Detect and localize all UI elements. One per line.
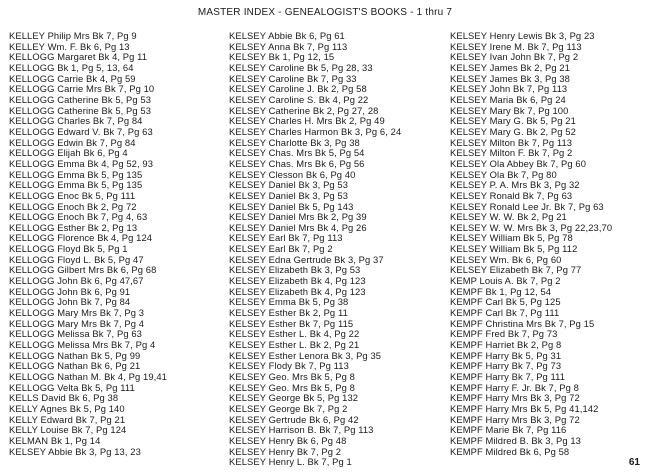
index-entry: KELSEY W. W. Mrs Bk 3, Pg 22,23,70 — [450, 222, 613, 233]
index-entry: KELLOGG Enoch Bk 2, Pg 72 — [9, 201, 137, 212]
index-entry: KELSEY William Bk 5, Pg 112 — [450, 244, 578, 255]
index-entry: KELLOGG Margaret Bk 4, Pg 11 — [9, 52, 148, 63]
index-entry: KELSEY Chas. Mrs Bk 5, Pg 54 — [229, 148, 365, 159]
index-column-2 — [229, 31, 439, 468]
index-entry: KELLOGG Nathan Bk 6, Pg 21 — [9, 361, 141, 372]
index-entry: KELSEY Henry Bk 7, Pg 2 — [229, 446, 342, 457]
index-entry: KEMPF Carl Bk 5, Pg 125 — [450, 297, 561, 308]
index-entry: KELSEY Mary G. Bk 2, Pg 52 — [450, 126, 576, 137]
index-entry: KELSEY Harrison B. Bk 7, Pg 113 — [229, 425, 374, 436]
index-entry: KELSEY Milton Bk 7, Pg 113 — [450, 137, 573, 148]
index-entry: KELSEY John Bk 7, Pg 113 — [450, 84, 568, 95]
index-entry: KELSEY George Bk 5, Pg 132 — [229, 393, 359, 404]
index-entry: KELSEY Ivan John Bk 7, Pg 2 — [450, 52, 579, 63]
index-entry: KELLOGG Melissa Mrs Bk 7, Pg 4 — [9, 340, 156, 351]
index-entry: KELLS David Bk 6, Pg 38 — [9, 393, 119, 404]
index-entry: KEMPF Harry Mrs Bk 3, Pg 72 — [450, 393, 580, 404]
index-entry: KEMPF Harry Bk 7, Pg 73 — [450, 361, 562, 372]
index-entry: KELSEY Chas. Mrs Bk 6, Pg 56 — [229, 158, 365, 169]
index-entry: KELSEY Irene M. Bk 7, Pg 113 — [450, 41, 582, 52]
index-entry: KELSEY Anna Bk 7, Pg 113 — [229, 41, 348, 52]
index-entry: KEMPF Harry F. Jr. Bk 7, Pg 8 — [450, 382, 579, 393]
index-entry: KELSEY Gertrude Bk 6, Pg 42 — [229, 414, 359, 425]
index-entry: KELLY Edward Bk 7, Pg 21 — [9, 414, 126, 425]
index-entry: KELLOGG Emma Bk 4, Pg 52, 93 — [9, 158, 154, 169]
index-entry: KELLOGG Catherine Bk 5, Pg 53 — [9, 94, 152, 105]
index-column-3 — [450, 31, 650, 457]
index-entry: KELLOGG Enoch Bk 7, Pg 4, 63 — [9, 212, 148, 223]
index-entry: KELSEY Elizabeth Bk 3, Pg 53 — [229, 265, 361, 276]
index-entry: KEMPF Harry Mrs Bk 3, Pg 72 — [450, 414, 580, 425]
index-entry: KELLOGG Gilbert Mrs Bk 6, Pg 68 — [9, 265, 157, 276]
index-entry: KELLOGG Melissa Bk 7, Pg 63 — [9, 329, 142, 340]
index-entry: KELLOGG Charles Bk 7, Pg 84 — [9, 116, 143, 127]
index-entry: KELSEY Mary G. Bk 5, Pg 21 — [450, 116, 576, 127]
index-entry: KELLOGG John Bk 7, Pg 84 — [9, 297, 131, 308]
index-entry: KELSEY Maria Bk 6, Pg 24 — [450, 94, 566, 105]
index-entry: KELLOGG Velta Bk 5, Pg 111 — [9, 382, 135, 393]
index-entry: KELSEY P. A. Mrs Bk 3, Pg 32 — [450, 180, 580, 191]
index-entry: KELSEY Caroline S. Bk 4, Pg 22 — [229, 94, 369, 105]
index-entry: KELLEY Wm. F. Bk 6, Pg 13 — [9, 41, 130, 52]
index-entry: KELLY Louise Bk 7, Pg 124 — [9, 425, 127, 436]
index-entry: KELLOGG Mary Mrs Bk 7, Pg 4 — [9, 318, 145, 329]
index-entry: KELSEY Daniel Bk 3, Pg 53 — [229, 180, 349, 191]
index-entry: KELSEY Henry Bk 6, Pg 48 — [229, 435, 347, 446]
index-entry: KELSEY George Bk 7, Pg 2 — [229, 403, 348, 414]
index-entry: KELLOGG Nathan Bk 5, Pg 99 — [9, 350, 141, 361]
index-entry: KELSEY Earl Bk 7, Pg 113 — [229, 233, 343, 244]
index-entry: KELSEY Ronald Bk 7, Pg 63 — [450, 190, 573, 201]
index-entry: KELLOGG Nathan M. Bk 4, Pg 19,41 — [9, 372, 167, 382]
index-entry: KEMPF Marie Bk 7, Pg 116 — [450, 425, 567, 436]
index-entry: KELLOGG Edward V. Bk 7, Pg 63 — [9, 126, 153, 137]
index-entry: KELSEY Elizabeth Bk 4, Pg 123 — [229, 286, 366, 297]
index-entry: KELLOGG Bk 1, Pg 5, 13, 64 — [9, 62, 134, 73]
index-entry: KEMPF Harry Bk 7, Pg 111 — [450, 372, 566, 382]
index-entry: KELSEY Abbie Bk 3, Pg 13, 23 — [9, 446, 141, 457]
index-entry: KELLOGG Catherine Bk 5, Pg 53 — [9, 105, 152, 116]
index-entry: KELSEY Emma Bk 5, Pg 38 — [229, 297, 349, 308]
index-entry: KEMP Louis A. Bk 7, Pg 2 — [450, 276, 561, 287]
index-entry: KELSEY Elizabeth Bk 7, Pg 77 — [450, 265, 582, 276]
index-entry: KELSEY Milton F. Bk 7, Pg 2 — [450, 148, 573, 159]
index-entry: KELSEY Daniel Bk 3, Pg 53 — [229, 190, 349, 201]
index-entry: KELLOGG Carrie Bk 4, Pg 59 — [9, 73, 136, 84]
index-entry: KELSEY Esther L. Bk 4, Pg 22 — [229, 329, 360, 340]
index-entry: KELLOGG Emma Bk 5, Pg 135 — [9, 180, 143, 191]
index-entry: KEMPF Mildred Bk 6, Pg 58 — [450, 446, 570, 457]
index-entry: KELSEY Earl Bk 7, Pg 2 — [229, 244, 333, 255]
index-entry: KELLOGG Edwin Bk 7, Pg 84 — [9, 137, 136, 148]
index-entry: KELSEY Esther Bk 2, Pg 11 — [229, 308, 348, 319]
index-entry: KELSEY Daniel Mrs Bk 4, Pg 26 — [229, 222, 367, 233]
index-entry: KELSEY Geo. Mrs Bk 5, Pg 8 — [229, 372, 355, 382]
page-title: MASTER INDEX - GENEALOGIST'S BOOKS - 1 thru 7 — [197, 7, 453, 18]
index-entry: KELSEY Charles Harmon Bk 3, Pg 6, 24 — [229, 126, 402, 137]
index-entry: KELSEY Mary Bk 7, Pg 100 — [450, 105, 569, 116]
index-entry: KELSEY Esther Bk 7, Pg 115 — [229, 318, 354, 329]
index-entry: KELSEY Abbie Bk 6, Pg 61 — [229, 31, 345, 41]
index-entry: KELSEY William Bk 5, Pg 78 — [450, 233, 573, 244]
index-entry: KELLOGG Mary Mrs Bk 7, Pg 3 — [9, 308, 145, 319]
index-entry: KEMPF Carl Bk 7, Pg 111 — [450, 308, 560, 319]
index-entry: KELLOGG Emma Bk 5, Pg 135 — [9, 169, 143, 180]
index-entry: KELSEY Ronald Lee Jr. Bk 7, Pg 63 — [450, 201, 604, 212]
index-entry: KELSEY Clesson Bk 6, Pg 40 — [229, 169, 356, 180]
index-entry: KELLOGG Elijah Bk 6, Pg 4 — [9, 148, 128, 159]
index-entry: KELLOGG Esther Bk 2, Pg 13 — [9, 222, 138, 233]
index-entry: KELSEY Geo. Mrs Bk 5, Pg 8 — [229, 382, 355, 393]
index-entry: KELSEY Bk 1, Pg 12, 15 — [229, 52, 335, 63]
index-entry: KELSEY Flody Bk 7, Pg 113 — [229, 361, 349, 372]
index-entry: KEMPF Harriet Bk 2, Pg 8 — [450, 340, 562, 351]
index-entry: KELLOGG Carrie Mrs Bk 7, Pg 10 — [9, 84, 155, 95]
index-entry: KEMPF Harry Mrs Bk 5, Pg 41,142 — [450, 403, 599, 414]
index-entry: KELSEY Charles H. Mrs Bk 2, Pg 49 — [229, 116, 385, 127]
index-entry: KELSEY Edna Gertrude Bk 3, Pg 37 — [229, 254, 384, 265]
index-entry: KELMAN Bk 1, Pg 14 — [9, 435, 101, 446]
index-entry: KELSEY Ola Abbey Bk 7, Pg 60 — [450, 158, 587, 169]
index-entry: KELLEY Philip Mrs Bk 7, Pg 9 — [9, 31, 137, 41]
index-entry: KELSEY Elizabeth Bk 4, Pg 123 — [229, 276, 366, 287]
index-entry: KELSEY Daniel Bk 5, Pg 143 — [229, 201, 354, 212]
index-entry: KEMPF Bk 1, Pg 12, 54 — [450, 286, 552, 297]
index-entry: KELSEY Henry L. Bk 7, Pg 1 — [229, 457, 352, 468]
index-entry: KEMPF Harry Bk 5, Pg 31 — [450, 350, 562, 361]
index-entry: KELSEY Daniel Mrs Bk 2, Pg 39 — [229, 212, 367, 223]
index-entry: KELSEY Caroline Bk 5, Pg 28, 33 — [229, 62, 373, 73]
index-entry: KELSEY Esther L. Bk 2, Pg 21 — [229, 340, 360, 351]
index-entry: KELSEY Ola Bk 7, Pg 80 — [450, 169, 557, 180]
index-entry: KELSEY Esther Lenora Bk 3, Pg 35 — [229, 350, 382, 361]
index-entry: KELSEY Henry Lewis Bk 3, Pg 23 — [450, 31, 595, 41]
index-entry: KEMPF Mildred B. Bk 3, Pg 13 — [450, 435, 581, 446]
index-entry: KELSEY Caroline Bk 7, Pg 33 — [229, 73, 357, 84]
index-entry: KEMPF Christina Mrs Bk 7, Pg 15 — [450, 318, 595, 329]
index-entry: KELSEY James Bk 2, Pg 21 — [450, 62, 570, 73]
index-entry: KELLOGG Floyd L. Bk 5, Pg 47 — [9, 254, 144, 265]
index-entry: KELSEY Caroline J. Bk 2, Pg 58 — [229, 84, 367, 95]
index-entry: KELLOGG John Bk 6, Pg 47,67 — [9, 276, 144, 287]
index-column-1 — [9, 31, 219, 457]
index-entry: KELSEY James Bk 3, Pg 38 — [450, 73, 570, 84]
page-number: 61 — [628, 457, 640, 468]
index-entry: KELLOGG Floyd Bk 5, Pg 1 — [9, 244, 128, 255]
index-entry: KELSEY Catherine Bk 2, Pg 27, 28 — [229, 105, 379, 116]
index-entry: KELLY Agnes Bk 5, Pg 140 — [9, 403, 125, 414]
index-entry: KELSEY Wm. Bk 6, Pg 60 — [450, 254, 562, 265]
index-entry: KELSEY Charlotte Bk 3, Pg 38 — [229, 137, 360, 148]
index-entry: KELLOGG John Bk 6, Pg 91 — [9, 286, 131, 297]
index-entry: KELLOGG Enoc Bk 5, Pg 111 — [9, 190, 136, 201]
index-entry: KELLOGG Florence Bk 4, Pg 124 — [9, 233, 153, 244]
index-entry: KELSEY W. W. Bk 2, Pg 21 — [450, 212, 567, 223]
index-entry: KEMPF Fred Bk 7, Pg 73 — [450, 329, 558, 340]
